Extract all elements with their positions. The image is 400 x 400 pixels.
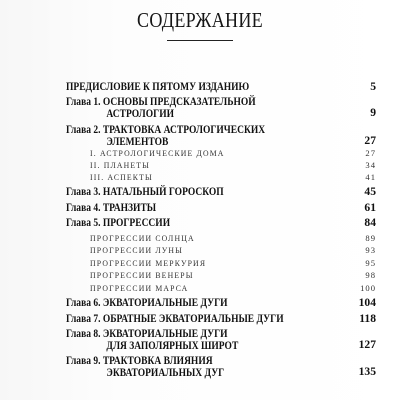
toc-subentry-page: 95	[365, 258, 376, 268]
toc-entry-label: ПРЕДИСЛОВИЕ К ПЯТОМУ ИЗДАНИЮ	[66, 80, 250, 93]
page-title: СОДЕРЖАНИЕ	[137, 8, 263, 32]
toc-subentry-label: ПРОГРЕССИИ МАРСА	[90, 283, 189, 293]
toc-subentry-mars[interactable]	[90, 283, 376, 295]
toc-entry-label: Глава 2. ТРАКТОВКА АСТРОЛОГИЧЕСКИХ ЭЛЕМЕНТОВ	[66, 123, 266, 148]
toc-entry-chapter-1[interactable]	[66, 96, 376, 120]
toc-subentry-label: ПРОГРЕССИИ МЕРКУРИЯ	[90, 258, 207, 268]
toc-subentry-moon[interactable]	[90, 245, 376, 257]
toc-entry-label: Глава 5. ПРОГРЕССИИ	[66, 216, 171, 229]
toc-subentry-page: 27	[365, 148, 376, 158]
toc-subentry-planets[interactable]	[90, 160, 376, 172]
toc-subentry-label: III. АСПЕКТЫ	[90, 172, 153, 182]
toc-subentry-page: 98	[365, 270, 376, 280]
toc-entry-label: Глава 9. ТРАКТОВКА ВЛИЯНИЯ ЭКВАТОРИАЛЬНЫХ ДУГ	[66, 354, 225, 379]
toc-entry-label: Глава 8. ЭКВАТОРИАЛЬНЫЕ ДУГИ ДЛЯ ЗАПОЛЯРНЫХ ШИРОТ	[66, 327, 239, 352]
toc-entry-page: 104	[358, 296, 376, 309]
toc-subentry-page: 34	[365, 160, 376, 170]
toc-entry-label: Глава 6. ЭКВАТОРИАЛЬНЫЕ ДУГИ	[66, 296, 228, 309]
toc-subentry-label: ПРОГРЕССИИ ВЕНЕРЫ	[90, 270, 194, 280]
toc-entry-page: 118	[359, 312, 376, 325]
toc-subentry-page: 89	[365, 233, 376, 243]
toc-entry-chapter-8[interactable]	[66, 328, 376, 352]
toc-entry-label: Глава 3. НАТАЛЬНЫЙ ГОРОСКОП	[66, 185, 224, 198]
toc-entry-page: 84	[364, 216, 376, 229]
toc-subentry-mercury[interactable]	[90, 258, 376, 270]
toc-entry-label: Глава 1. ОСНОВЫ ПРЕДСКАЗАТЕЛЬНОЙ АСТРОЛОГИИ	[66, 95, 256, 120]
toc-subentry-aspects[interactable]	[90, 172, 376, 184]
toc-entry-page: 5	[370, 80, 376, 93]
toc-entry-chapter-9[interactable]	[66, 355, 376, 379]
toc-entry-page: 45	[364, 185, 376, 198]
toc-subentry-page: 100	[360, 283, 376, 293]
toc-entry-page: 127	[358, 338, 376, 351]
toc-subentry-label: ПРОГРЕССИИ ЛУНЫ	[90, 245, 184, 255]
toc-subentry-houses[interactable]	[90, 148, 376, 160]
toc-subentry-page: 41	[365, 172, 376, 182]
toc-subentry-venus[interactable]	[90, 270, 376, 282]
toc-subentry-page: 93	[365, 245, 376, 255]
toc-entry-page: 135	[358, 365, 376, 378]
toc-entry-label: Глава 7. ОБРАТНЫЕ ЭКВАТОРИАЛЬНЫЕ ДУГИ	[66, 312, 284, 325]
toc-entry-page: 27	[364, 134, 376, 147]
toc-entry-page: 61	[364, 201, 376, 214]
toc-subentry-label: ПРОГРЕССИИ СОЛНЦА	[90, 233, 195, 243]
toc-subentry-label: II. ПЛАНЕТЫ	[90, 160, 151, 170]
toc-subentry-sun[interactable]	[90, 233, 376, 245]
toc-entry-page: 9	[370, 106, 376, 119]
toc-entry-label: Глава 4. ТРАНЗИТЫ	[66, 201, 157, 214]
toc-subentry-label: I. АСТРОЛОГИЧЕСКИЕ ДОМА	[90, 148, 225, 158]
toc-entry-chapter-2[interactable]	[66, 124, 376, 148]
